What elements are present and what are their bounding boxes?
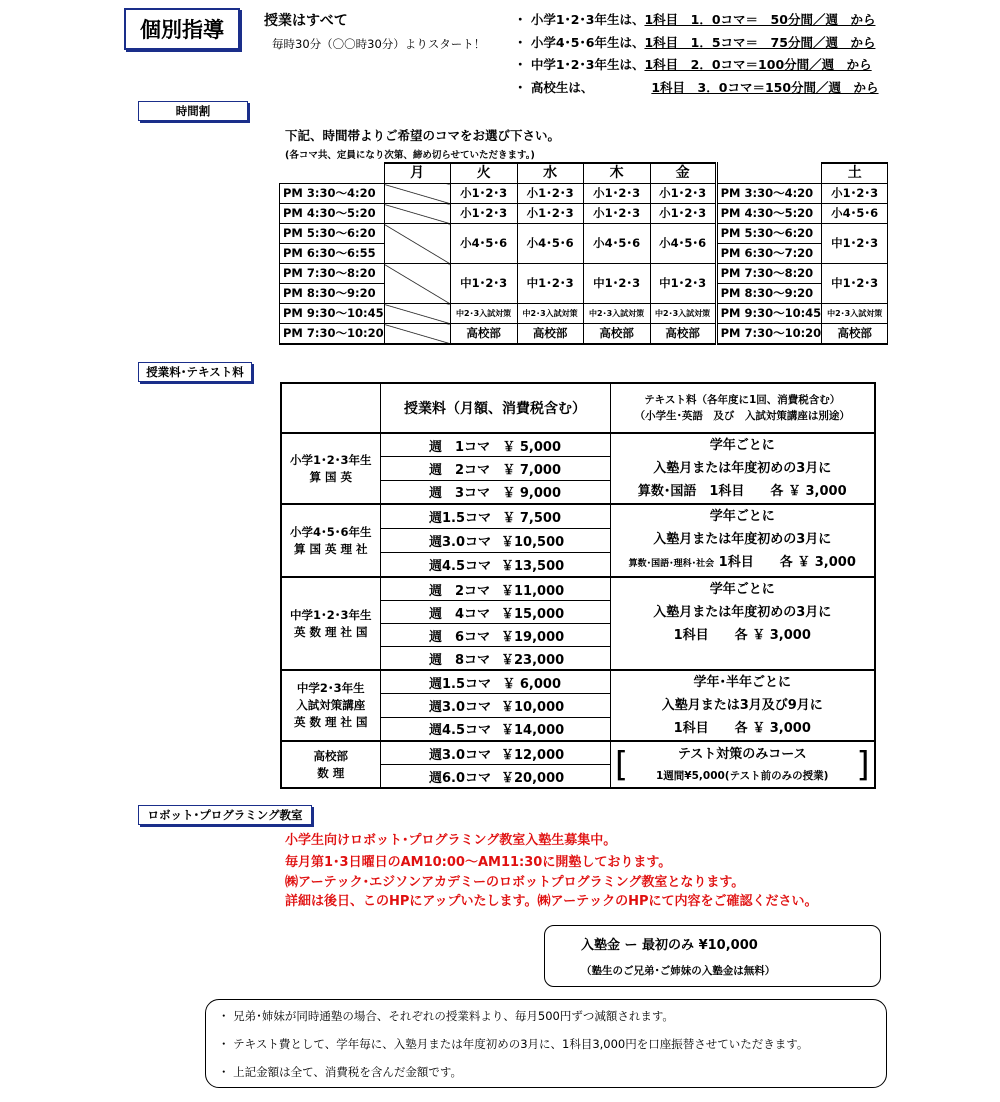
class-cell: 高校部 xyxy=(517,324,583,345)
time-slot: PM 5:30～6:20 xyxy=(716,224,822,244)
grade-name: 中学2･3年生 xyxy=(296,681,365,695)
price-row xyxy=(380,670,610,694)
rate-detail: 1科目 2．0コマ＝100分間／週 から xyxy=(644,57,872,72)
price-row xyxy=(380,504,610,529)
session-count: 週 2コマ xyxy=(429,462,491,478)
intro-heading: 授業はすべて xyxy=(264,13,348,29)
bracket-left: [ xyxy=(614,744,629,785)
price-row xyxy=(380,765,610,789)
price-row xyxy=(380,529,610,553)
session-count: 週3.0コマ xyxy=(429,534,492,550)
price-row xyxy=(380,741,610,765)
subjects: 英 数 理 社 国 xyxy=(293,715,368,729)
subjects: 数 理 xyxy=(317,765,345,780)
fees-label: 授業料･テキスト料 xyxy=(138,362,252,382)
timetable-label: 時間割 xyxy=(138,101,248,121)
amount: ￥15,000 xyxy=(501,606,565,622)
amount: ￥20,000 xyxy=(501,770,565,786)
price-row xyxy=(380,717,610,741)
class-cell: 小1･2･3 xyxy=(450,204,517,224)
amount: ￥14,000 xyxy=(501,723,565,739)
day-header: 木 xyxy=(583,163,650,184)
admission-note: （塾生のご兄弟･ご姉妹の入塾金は無料） xyxy=(581,965,776,977)
amount: ￥13,500 xyxy=(501,558,565,574)
text-line: 入塾月または年度初めの3月に xyxy=(653,461,832,476)
page-title: 個別指導 xyxy=(124,8,240,50)
textbook-info xyxy=(610,504,875,577)
class-cell: 中2･3入試対策 xyxy=(822,304,888,324)
class-cell: 中1･2･3 xyxy=(650,264,716,304)
rate-line xyxy=(514,33,875,51)
admission-fee-box xyxy=(544,925,881,987)
corner-cell xyxy=(280,163,385,184)
day-header: 金 xyxy=(650,163,716,184)
time-slot: PM 7:30～8:20 xyxy=(716,264,822,284)
amount: ￥ 7,500 xyxy=(502,511,561,526)
grade-group xyxy=(281,670,380,741)
text-line: 入塾月または年度初めの3月に xyxy=(653,532,832,547)
time-slot: PM 5:30～6:20 xyxy=(280,224,385,244)
test-course-text xyxy=(633,744,853,786)
text-line: 入塾月または年度初めの3月に xyxy=(653,605,832,620)
class-cell: 小1･2･3 xyxy=(650,204,716,224)
class-cell: 高校部 xyxy=(822,324,888,345)
textbook-info xyxy=(610,670,875,741)
price-row xyxy=(380,624,610,647)
bracket-right: ] xyxy=(856,744,870,785)
price-row xyxy=(380,433,610,457)
time-slot: PM 4:30～5:20 xyxy=(280,204,385,224)
grade-group xyxy=(281,577,380,670)
session-count: 週1.5コマ xyxy=(429,676,492,692)
text-line: 算数･国語 1科目 各 ￥ 3,000 xyxy=(637,484,847,499)
time-slot: PM 8:30～9:20 xyxy=(280,284,385,304)
amount: ￥23,000 xyxy=(501,652,565,668)
robot-info-line: 毎月第1･3日曜日のAM10:00～AM11:30に開塾しております。 xyxy=(285,855,672,870)
rate-prefix: ・ 中学1･2･3年生は、 xyxy=(514,57,645,72)
course-name: 入試対策講座 xyxy=(296,698,366,712)
session-count: 週1.5コマ xyxy=(429,511,492,526)
rate-detail: 1科目 1．0コマ＝ 50分間／週 から xyxy=(644,12,876,27)
subjects: 英 数 理 社 国 xyxy=(293,624,368,639)
grade-name: 中学1･2･3年生 xyxy=(289,607,372,622)
class-cell: 中2･3入試対策 xyxy=(650,304,716,324)
time-slot: PM 4:30～5:20 xyxy=(716,204,822,224)
amount: ￥ 7,000 xyxy=(502,462,561,478)
time-slot: PM 9:30～10:45 xyxy=(716,304,822,324)
rate-detail: 1科目 1．5コマ＝ 75分間／週 から xyxy=(644,35,876,50)
price-row xyxy=(380,694,610,717)
note-item: ・ テキスト費として、学年毎に、入塾月または年度初めの3月に、1科目3,000円を口座振替させていただきます。 xyxy=(218,1037,809,1051)
class-cell: 中1･2･3 xyxy=(822,224,888,264)
amount: ￥10,000 xyxy=(501,699,565,715)
class-cell: 小1･2･3 xyxy=(583,184,650,204)
closed-slot xyxy=(384,224,450,264)
session-count: 週 1コマ xyxy=(429,439,491,455)
day-header: 火 xyxy=(450,163,517,184)
robot-info-line: 詳細は後日、このHPにアップいたします。㈱アーテックのHPにて内容をご確認ください。 xyxy=(285,894,818,909)
class-cell: 中1･2･3 xyxy=(450,264,517,304)
price-row xyxy=(380,552,610,577)
text-line: 入塾月または3月及び9月に xyxy=(661,698,823,713)
closed-slot xyxy=(384,324,450,345)
amount: ￥ 6,000 xyxy=(502,676,561,692)
rate-prefix: ・ 小学4･5･6年生は、 xyxy=(514,35,645,50)
grade-name: 小学4･5･6年生 xyxy=(289,524,372,539)
class-cell: 小1･2･3 xyxy=(517,204,583,224)
text-subjects: 算数･国語･理科･社会 xyxy=(628,559,715,569)
timetable-subnote: (各コマ共、定員になり次第、締め切らせていただきます。) xyxy=(285,150,535,161)
rate-line xyxy=(514,10,875,28)
test-course-price: 1週間¥5,000(テスト前のみの授業) xyxy=(655,769,829,782)
class-cell: 小1･2･3 xyxy=(450,184,517,204)
text-line: 学年･半年ごとに xyxy=(693,675,791,690)
textbook-info xyxy=(610,433,875,504)
amount: ￥12,000 xyxy=(501,747,565,763)
amount: ￥10,500 xyxy=(501,534,565,550)
note-item: ・ 兄弟･姉妹が同時通塾の場合、それぞれの授業料より、毎月500円ずつ減額されます。 xyxy=(218,1009,674,1023)
time-slot: PM 9:30～10:45 xyxy=(280,304,385,324)
text-line xyxy=(611,551,875,576)
session-count: 週3.0コマ xyxy=(429,699,492,715)
timetable xyxy=(279,162,888,345)
class-cell: 小1･2･3 xyxy=(822,184,888,204)
class-cell: 中2･3入試対策 xyxy=(450,304,517,324)
grade-name: 小学1･2･3年生 xyxy=(289,452,372,467)
closed-slot xyxy=(384,204,450,224)
time-slot: PM 7:30～10:20 xyxy=(280,324,385,345)
fee-table xyxy=(280,382,876,789)
admission-fee: 入塾金 ー 最初のみ ¥10,000 xyxy=(581,938,758,953)
class-cell: 小4･5･6 xyxy=(583,224,650,264)
textbook-header-line: （小学生･英語 及び 入試対策講座は別途） xyxy=(634,410,850,422)
class-cell: 小4･5･6 xyxy=(650,224,716,264)
text-line: 学年ごとに xyxy=(709,438,775,453)
test-course-title: テスト対策のみコース xyxy=(677,746,807,762)
text-line: 1科目 各 ￥ 3,000 xyxy=(673,721,811,736)
session-count: 週4.5コマ xyxy=(429,723,492,739)
test-course-info xyxy=(610,741,875,788)
robot-label: ロボット･プログラミング教室 xyxy=(138,805,312,825)
class-cell: 小1･2･3 xyxy=(517,184,583,204)
rate-line xyxy=(514,78,879,96)
session-count: 週 3コマ xyxy=(429,486,491,502)
session-count: 週3.0コマ xyxy=(429,747,492,763)
class-cell: 高校部 xyxy=(650,324,716,345)
amount: ￥11,000 xyxy=(501,583,565,599)
notes-box xyxy=(205,999,887,1088)
class-cell: 小4･5･6 xyxy=(822,204,888,224)
rate-prefix: ・ 高校生は、 xyxy=(514,80,594,95)
textbook-header-line: テキスト料（各年度に1回、消費税含む） xyxy=(644,394,841,406)
time-slot: PM 7:30～8:20 xyxy=(280,264,385,284)
grade-group xyxy=(281,433,380,504)
price-row xyxy=(380,601,610,624)
class-cell: 中2･3入試対策 xyxy=(517,304,583,324)
class-cell: 中1･2･3 xyxy=(583,264,650,304)
corner-cell xyxy=(281,383,380,433)
grade-group xyxy=(281,504,380,577)
time-slot: PM 6:30～7:20 xyxy=(716,244,822,264)
timetable-note: 下記、時間帯よりご希望のコマをお選び下さい。 xyxy=(285,128,561,143)
text-line: 1科目 各 ￥ 3,000 xyxy=(673,628,811,643)
grade-name: 高校部 xyxy=(313,748,348,763)
tuition-header: 授業料（月額、消費税含む） xyxy=(380,383,610,433)
day-header: 水 xyxy=(517,163,583,184)
time-slot: PM 6:30～6:55 xyxy=(280,244,385,264)
day-header: 土 xyxy=(822,163,888,184)
intro-subtext: 毎時30分（〇〇時30分）よりスタート！ xyxy=(272,37,486,51)
session-count: 週 6コマ xyxy=(429,629,491,645)
closed-slot xyxy=(384,304,450,324)
class-cell: 中1･2･3 xyxy=(822,264,888,304)
time-slot: PM 3:30～4:20 xyxy=(280,184,385,204)
rate-line xyxy=(514,55,872,73)
robot-info-line: 小学生向けロボット･プログラミング教室入塾生募集中。 xyxy=(285,833,617,848)
amount: ￥ 5,000 xyxy=(502,439,561,455)
session-count: 週 2コマ xyxy=(429,583,491,599)
grade-group xyxy=(281,741,380,788)
textbook-header xyxy=(610,383,875,433)
time-slot: PM 8:30～9:20 xyxy=(716,284,822,304)
class-cell: 小4･5･6 xyxy=(450,224,517,264)
robot-info-line: ㈱アーテック･エジソンアカデミーのロボットプログラミング教室となります。 xyxy=(285,875,745,890)
session-count: 週6.0コマ xyxy=(429,770,492,786)
price-row xyxy=(380,480,610,504)
closed-slot xyxy=(384,264,450,304)
rate-prefix: ・ 小学1･2･3年生は、 xyxy=(514,12,645,27)
text-price: 1科目 各 ￥ 3,000 xyxy=(718,555,856,570)
session-count: 週 4コマ xyxy=(429,606,491,622)
class-cell: 高校部 xyxy=(583,324,650,345)
text-line: 学年ごとに xyxy=(709,509,775,524)
text-line: 学年ごとに xyxy=(709,582,775,597)
amount: ￥19,000 xyxy=(501,629,565,645)
time-slot: PM 7:30～10:20 xyxy=(716,324,822,345)
class-cell: 小1･2･3 xyxy=(583,204,650,224)
textbook-info xyxy=(610,577,875,670)
class-cell: 小4･5･6 xyxy=(517,224,583,264)
price-row xyxy=(380,457,610,480)
closed-slot xyxy=(384,184,450,204)
class-cell: 小1･2･3 xyxy=(650,184,716,204)
amount: ￥ 9,000 xyxy=(502,486,561,502)
session-count: 週 8コマ xyxy=(429,652,491,668)
price-row xyxy=(380,577,610,601)
day-header: 月 xyxy=(384,163,450,184)
class-cell: 中2･3入試対策 xyxy=(583,304,650,324)
time-slot: PM 3:30～4:20 xyxy=(716,184,822,204)
rate-detail: 1科目 3．0コマ＝150分間／週 から xyxy=(651,80,879,95)
corner-cell xyxy=(716,163,822,184)
class-cell: 高校部 xyxy=(450,324,517,345)
session-count: 週4.5コマ xyxy=(429,558,492,574)
subjects: 算 国 英 理 社 xyxy=(293,541,368,556)
note-item: ・ 上記金額は全て、消費税を含んだ金額です。 xyxy=(218,1065,463,1079)
price-row xyxy=(380,647,610,671)
class-cell: 中1･2･3 xyxy=(517,264,583,304)
subjects: 算 国 英 xyxy=(309,469,352,484)
